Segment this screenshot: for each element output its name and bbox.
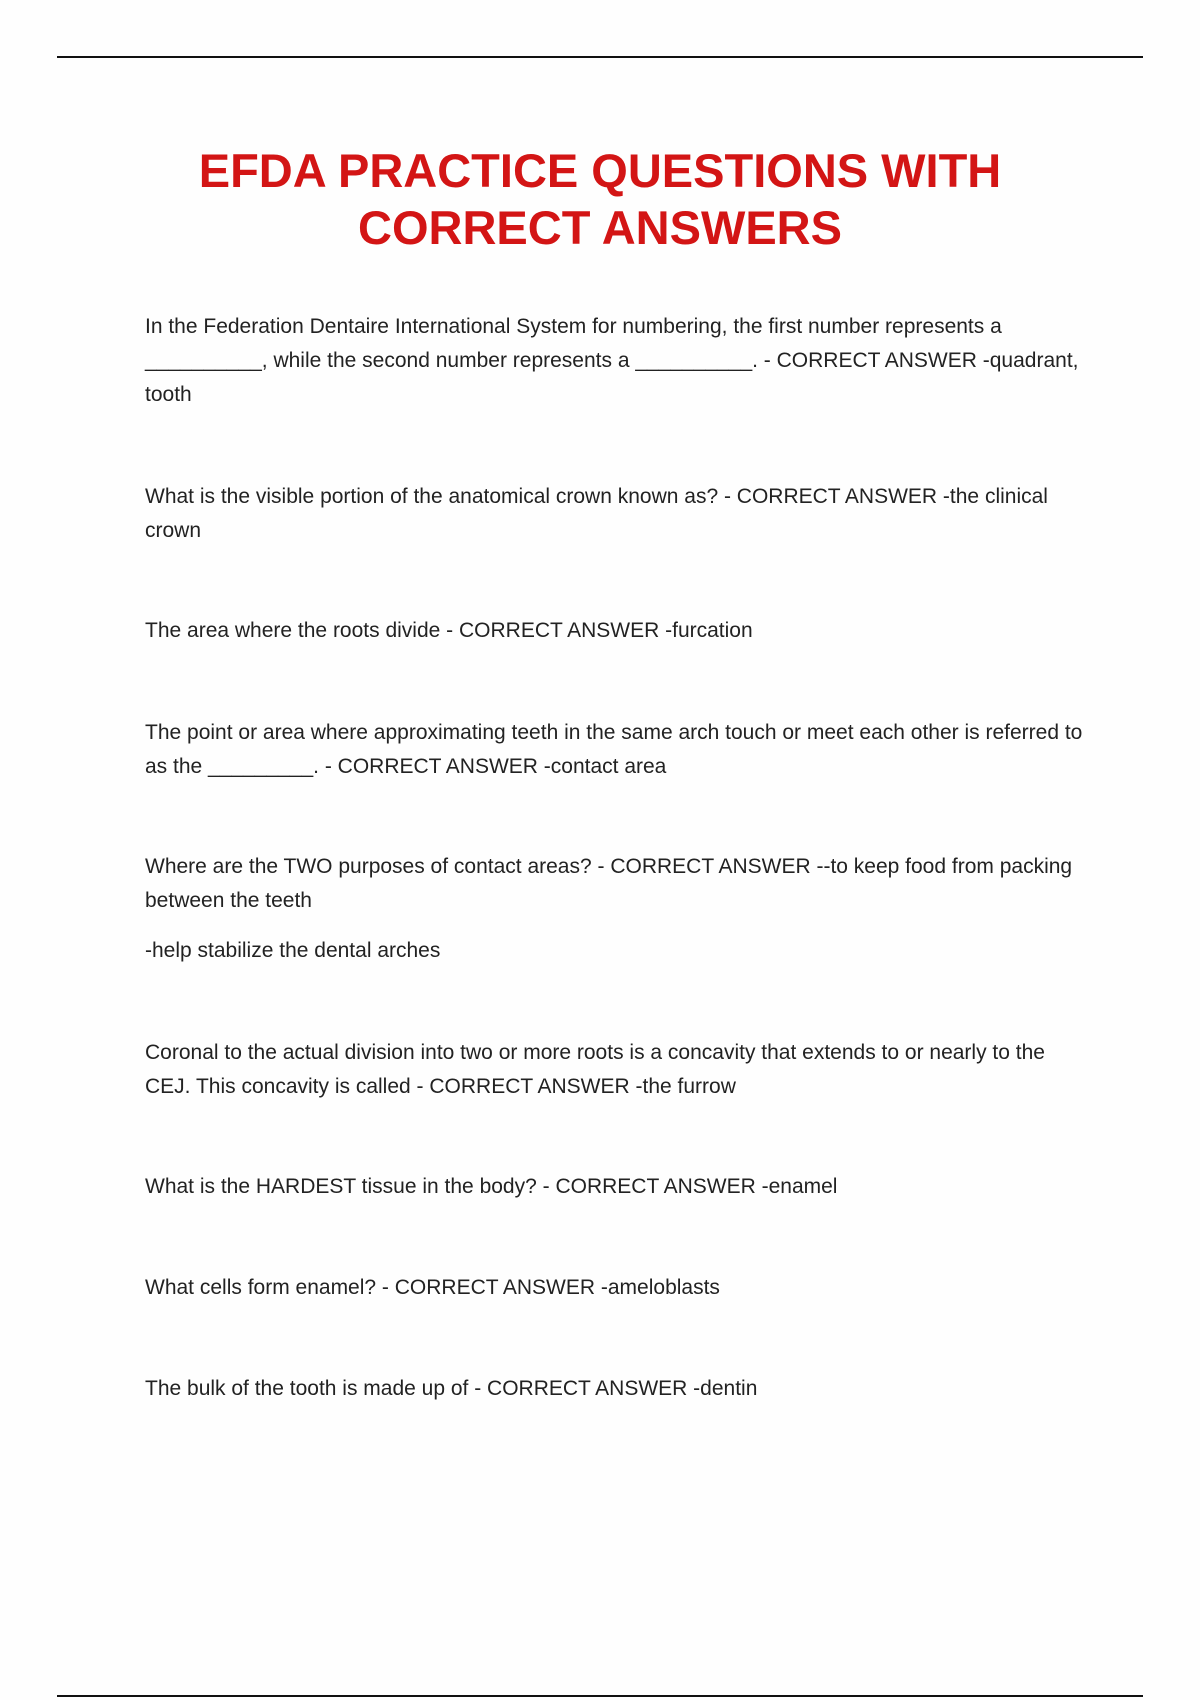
qa-item-9 [145, 1372, 1085, 1406]
qa-item-4 [145, 716, 1085, 784]
bottom-rule [57, 1695, 1143, 1697]
qa-text: The point or area where approximating teeth in the same arch touch or meet each other is referred to as the _________. - CORRECT ANSWER -contact area [145, 721, 1083, 778]
qa-text: In the Federation Dentaire International System for numbering, the first number represents a __________, while the second number represents a __________. - CORRECT ANSWER -quadrant, tooth [145, 315, 1079, 406]
qa-text: What cells form enamel? - CORRECT ANSWER -ameloblasts [145, 1276, 720, 1299]
qa-item-1 [145, 310, 1085, 412]
document-title [0, 142, 1200, 256]
title-line-1: EFDA PRACTICE QUESTIONS WITH [198, 144, 1002, 197]
title-line-2: CORRECT ANSWERS [358, 201, 842, 254]
qa-text: What is the HARDEST tissue in the body? - CORRECT ANSWER -enamel [145, 1175, 838, 1198]
qa-text: The bulk of the tooth is made up of - CORRECT ANSWER -dentin [145, 1377, 758, 1400]
qa-text: The area where the roots divide - CORRECT ANSWER -furcation [145, 619, 753, 642]
qa-item-8 [145, 1271, 1085, 1305]
top-rule [57, 56, 1143, 58]
qa-text: What is the visible portion of the anatomical crown known as? - CORRECT ANSWER -the clinical crown [145, 485, 1048, 542]
qa-item-6 [145, 1036, 1085, 1104]
qa-item-5 [145, 850, 1085, 968]
qa-text: Where are the TWO purposes of contact areas? - CORRECT ANSWER --to keep food from packing between the teeth [145, 855, 1073, 912]
qa-text-continued: -help stabilize the dental arches [145, 939, 441, 962]
qa-text: Coronal to the actual division into two or more roots is a concavity that extends to or nearly to the CEJ. This concavity is called - CORRECT ANSWER -the furrow [145, 1041, 1045, 1098]
qa-item-2 [145, 480, 1085, 548]
qa-item-3 [145, 614, 1085, 648]
qa-item-7 [145, 1170, 1085, 1204]
